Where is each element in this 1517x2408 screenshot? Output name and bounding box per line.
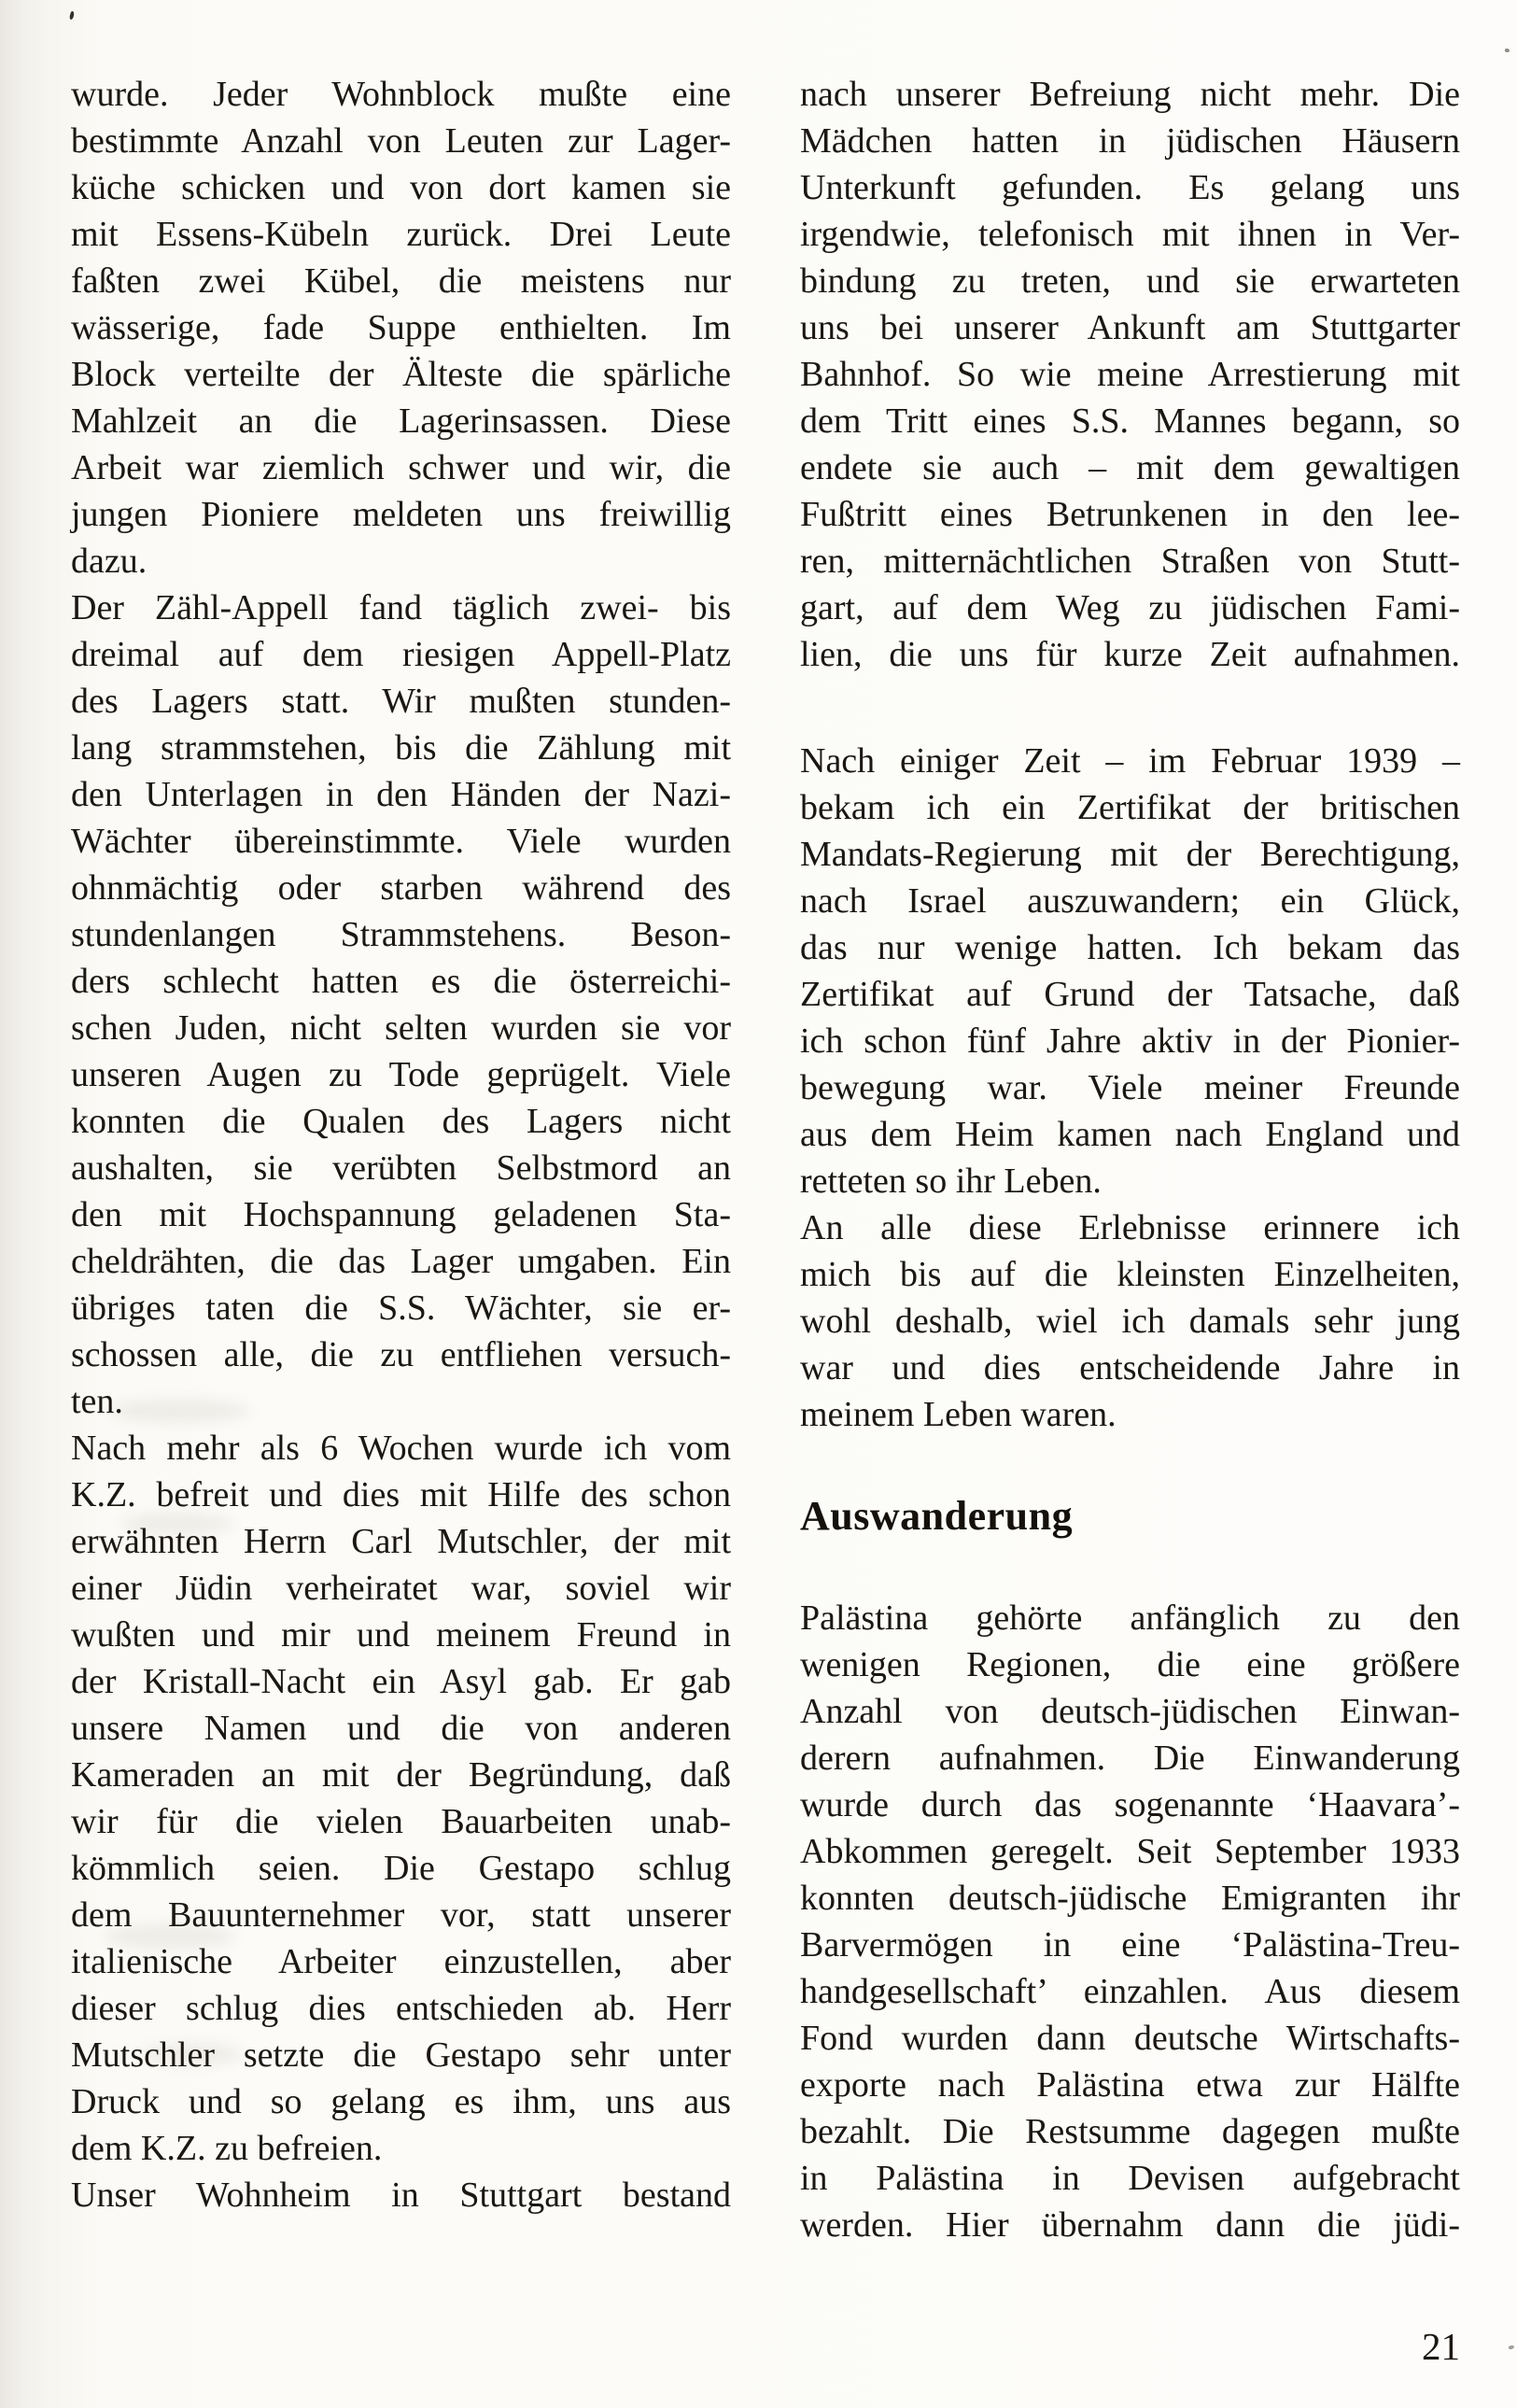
right-column <box>800 71 1460 2248</box>
text-line: bezahlt. Die Restsumme dagegen mußte <box>800 2112 1460 2151</box>
text-line: stundenlangen Strammstehens. Beson- <box>71 915 731 954</box>
text-line: Zertifikat auf Grund der Tatsache, daß <box>800 975 1460 1014</box>
text-line: ich schon fünf Jahre aktiv in der Pionier- <box>800 1021 1460 1061</box>
text-line: in Palästina in Devisen aufgebracht <box>800 2159 1460 2198</box>
text-line: Fußtritt eines Betrunkenen in den lee- <box>800 495 1460 534</box>
text-line: Mutschler setzte die Gestapo sehr unter <box>71 2035 731 2075</box>
text-line: Mädchen hatten in jüdischen Häusern <box>800 121 1460 161</box>
text-line: das nur wenige hatten. Ich bekam das <box>800 928 1460 967</box>
text-line: werden. Hier übernahm dann die jüdi- <box>800 2205 1460 2245</box>
text-line: wohl deshalb, wiel ich damals sehr jung <box>800 1302 1460 1341</box>
text-line: derern aufnahmen. Die Einwanderung <box>800 1739 1460 1778</box>
text-line: Fond wurden dann deutsche Wirtschafts- <box>800 2019 1460 2058</box>
page-number: 21 <box>1422 2325 1460 2368</box>
section-heading: Auswanderung <box>800 1493 1074 1539</box>
text-line: Wächter übereinstimmte. Viele wurden <box>71 822 731 861</box>
text-line: retteten so ihr Leben. <box>800 1162 1102 1201</box>
text-line: uns bei unserer Ankunft am Stuttgarter <box>800 308 1460 347</box>
text-line: schossen alle, die zu entfliehen versuch- <box>71 1335 731 1374</box>
text-line: den mit Hochspannung geladenen Sta- <box>71 1195 731 1234</box>
text-line: übriges taten die S.S. Wächter, sie er- <box>71 1288 731 1328</box>
text-line: faßten zwei Kübel, die meistens nur <box>71 261 731 301</box>
text-line: bewegung war. Viele meiner Freunde <box>800 1068 1460 1107</box>
text-line: meinem Leben waren. <box>800 1395 1117 1434</box>
text-line: des Lagers statt. Wir mußten stunden- <box>71 682 731 721</box>
text-line: nach Israel auszuwandern; ein Glück, <box>800 881 1460 921</box>
text-line: Nach mehr als 6 Wochen wurde ich vom <box>71 1429 731 1468</box>
text-line: unseren Augen zu Tode geprügelt. Viele <box>71 1055 731 1094</box>
text-line: irgendwie, telefonisch mit ihnen in Ver- <box>800 215 1460 254</box>
text-line: gart, auf dem Weg zu jüdischen Fami- <box>800 588 1460 627</box>
text-line: wir für die vielen Bauarbeiten unab- <box>71 1802 731 1841</box>
text-line: Druck und so gelang es ihm, uns aus <box>71 2082 731 2121</box>
text-line: der Kristall-Nacht ein Asyl gab. Er gab <box>71 1662 731 1701</box>
text-line: Bahnhof. So wie meine Arrestierung mit <box>800 355 1460 394</box>
text-line: ten. <box>71 1382 123 1421</box>
left-column <box>71 71 731 2218</box>
text-line: ohnmächtig oder starben während des <box>71 868 731 908</box>
text-line: konnten die Qualen des Lagers nicht <box>71 1102 731 1141</box>
paragraph-kitchen-duty <box>71 71 731 584</box>
paragraph-zertifikat <box>800 738 1460 1204</box>
text-line: dazu. <box>71 542 147 581</box>
text-line: Block verteilte der Älteste die spärliche <box>71 355 731 394</box>
text-line: Arbeit war ziemlich schwer und wir, die <box>71 448 731 487</box>
text-line: kömmlich seien. Die Gestapo schlug <box>71 1849 731 1888</box>
text-line: lang strammstehen, bis die Zählung mit <box>71 728 731 767</box>
text-line: wurde. Jeder Wohnblock mußte eine <box>71 75 731 114</box>
text-line: Kameraden an mit der Begründung, daß <box>71 1755 731 1795</box>
scan-speck <box>69 11 75 21</box>
paragraph-befreiung <box>71 1425 731 2172</box>
text-line: wurde durch das sogenannte ‘Haavara’- <box>800 1785 1460 1824</box>
text-line: exporte nach Palästina etwa zur Hälfte <box>800 2065 1460 2105</box>
text-line: handgesellschaft’ einzahlen. Aus diesem <box>800 1972 1460 2011</box>
text-line: cheldrähten, die das Lager umgaben. Ein <box>71 1242 731 1281</box>
text-line: nach unserer Befreiung nicht mehr. Die <box>800 75 1460 114</box>
text-line: mich bis auf die kleinsten Einzelheiten, <box>800 1255 1460 1294</box>
text-line: dreimal auf dem riesigen Appell-Platz <box>71 635 731 674</box>
text-line: Barvermögen in eine ‘Palästina-Treu- <box>800 1925 1460 1964</box>
paragraph-rueckkehr <box>800 71 1460 678</box>
text-line: einer Jüdin verheiratet war, soviel wir <box>71 1569 731 1608</box>
text-line: dem Tritt eines S.S. Mannes begann, so <box>800 401 1460 441</box>
paragraph-palaestina <box>800 1595 1460 2248</box>
text-line: Unser Wohnheim in Stuttgart bestand <box>71 2176 731 2215</box>
text-line: unsere Namen und die von anderen <box>71 1709 731 1748</box>
text-line: wässerige, fade Suppe enthielten. Im <box>71 308 731 347</box>
text-line: bindung zu treten, und sie erwarteten <box>800 261 1460 301</box>
text-line: Anzahl von deutsch-jüdischen Einwan- <box>800 1692 1460 1731</box>
text-line: jungen Pioniere meldeten uns freiwillig <box>71 495 731 534</box>
text-line: den Unterlagen in den Händen der Nazi- <box>71 775 731 814</box>
scan-speck <box>1505 49 1510 52</box>
text-line: konnten deutsch-jüdische Emigranten ihr <box>800 1879 1460 1918</box>
text-line: Mahlzeit an die Lagerinsassen. Diese <box>71 401 731 441</box>
text-line: lien, die uns für kurze Zeit aufnahmen. <box>800 635 1460 674</box>
text-line: aus dem Heim kamen nach England und <box>800 1115 1460 1154</box>
text-line: küche schicken und von dort kamen sie <box>71 168 731 207</box>
text-line: Mandats-Regierung mit der Berechtigung, <box>800 835 1460 874</box>
text-line: dem Bauunternehmer vor, statt unserer <box>71 1895 731 1935</box>
text-line: war und dies entscheidende Jahre in <box>800 1348 1460 1387</box>
text-line: dem K.Z. zu befreien. <box>71 2129 383 2168</box>
text-line: Palästina gehörte anfänglich zu den <box>800 1598 1460 1638</box>
text-line: mit Essens-Kübeln zurück. Drei Leute <box>71 215 731 254</box>
text-line: dieser schlug dies entschieden ab. Herr <box>71 1989 731 2028</box>
text-line: bekam ich ein Zertifikat der britischen <box>800 788 1460 827</box>
scan-speck <box>1508 2345 1514 2350</box>
text-line: Abkommen geregelt. Seit September 1933 <box>800 1832 1460 1871</box>
text-line: Der Zähl-Appell fand täglich zwei- bis <box>71 588 731 627</box>
text-line: Unterkunft gefunden. Es gelang uns <box>800 168 1460 207</box>
text-line: ren, mitternächtlichen Straßen von Stutt- <box>800 542 1460 581</box>
text-line: An alle diese Erlebnisse erinnere ich <box>800 1208 1460 1247</box>
text-line: aushalten, sie verübten Selbstmord an <box>71 1148 731 1188</box>
paragraph-zaehl-appell <box>71 584 731 1425</box>
text-line: wußten und mir und meinem Freund in <box>71 1615 731 1655</box>
text-line: endete sie auch – mit dem gewaltigen <box>800 448 1460 487</box>
paragraph-erinnerung <box>800 1204 1460 1438</box>
text-line: K.Z. befreit und dies mit Hilfe des schon <box>71 1475 731 1514</box>
text-line: ders schlecht hatten es die österreichi- <box>71 962 731 1001</box>
text-line: bestimmte Anzahl von Leuten zur Lager- <box>71 121 731 161</box>
text-line: italienische Arbeiter einzustellen, aber <box>71 1942 731 1981</box>
paragraph-wohnheim <box>71 2172 731 2218</box>
text-line: schen Juden, nicht selten wurden sie vor <box>71 1008 731 1048</box>
text-line: Nach einiger Zeit – im Februar 1939 – <box>800 741 1460 781</box>
text-line: wenigen Regionen, die eine größere <box>800 1645 1460 1684</box>
text-line: erwähnten Herrn Carl Mutschler, der mit <box>71 1522 731 1561</box>
